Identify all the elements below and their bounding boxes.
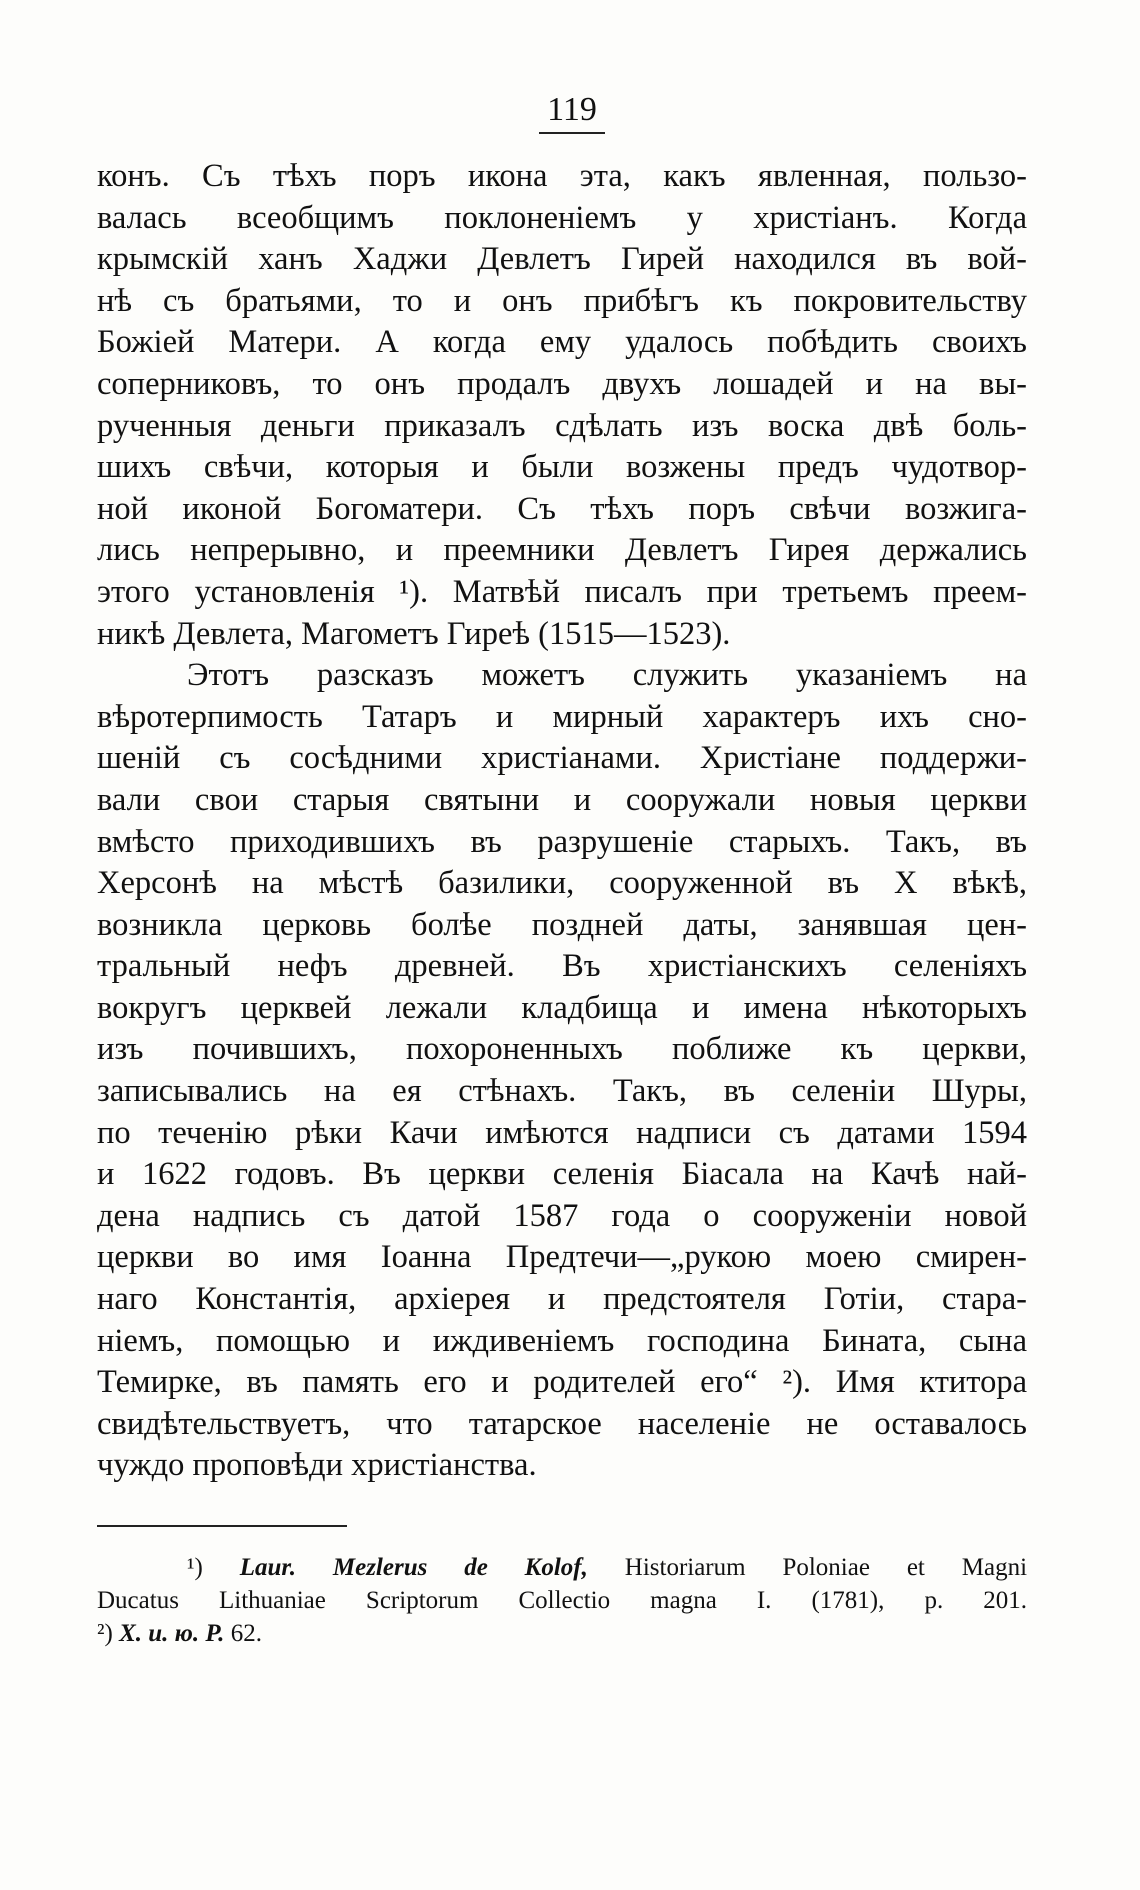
text-line: шихъ свѣчи, которыя и были возжены предъ чудотвор- [97,449,1027,486]
text-line: Темирке, въ память его и родителей его“ ²). Имя ктитора [97,1364,1027,1401]
paragraph-1 [97,156,1027,655]
text-line: ніемъ, помощью и иждивеніемъ господина Бината, сына [97,1322,1027,1359]
footnote-2 [97,1617,1027,1650]
document-page [97,90,1027,1650]
page-number [97,90,1027,134]
text-line: валась всеобщимъ поклоненіемъ у христіанъ. Когда [97,199,1027,236]
text-line: лись непрерывно, и преемники Девлетъ Гирея держались [97,532,1027,569]
footnote-1-marker: ¹) [187,1554,203,1581]
footnote-divider [97,1525,347,1527]
text-line: конъ. Съ тѣхъ поръ икона эта, какъ явленная, пользо- [97,158,1027,194]
text-line: свидѣтельствуетъ, что татарское населеніе не оставалось [97,1405,1027,1442]
text-line: этого установленія ¹). Матвѣй писалъ при третьемъ преем- [97,573,1027,610]
text-line: ной иконой Богоматери. Съ тѣхъ поръ свѣчи возжига- [97,490,1027,527]
text-line: вмѣсто приходившихъ въ разрушеніе старыхъ. Такъ, въ [97,823,1027,860]
text-line: рученныя деньги приказалъ сдѣлать изъ воска двѣ боль- [97,407,1027,444]
footnote-2-page: 62. [230,1620,262,1647]
text-line: дена надпись съ датой 1587 года о сооруженіи новой [97,1197,1027,1234]
text-line: записывались на ея стѣнахъ. Такъ, въ селеніи Шуры, [97,1073,1027,1110]
text-line: вѣротерпимость Татаръ и мирный характеръ ихъ сно- [97,698,1027,735]
text-line: вокругъ церквей лежали кладбища и имена нѣкоторыхъ [97,989,1027,1026]
page-number-text: 119 [539,90,605,134]
text-line: церкви во имя Іоанна Предтечи—„рукою моею смирен- [97,1239,1027,1276]
text-line: крымскій ханъ Хаджи Девлетъ Гирей находился въ вой- [97,241,1027,278]
text-line: Херсонѣ на мѣстѣ базилики, сооруженной въ X вѣкѣ, [97,865,1027,902]
text-line: Этотъ разсказъ можетъ служить указаніемъ на [187,657,1027,694]
text-line: изъ почившихъ, похороненныхъ поближе къ церкви, [97,1031,1027,1068]
text-line: нѣ съ братьями, то и онъ прибѣгъ къ покровительству [97,282,1027,319]
text-line: по теченію рѣки Качи имѣются надписи съ датами 1594 [97,1114,1027,1151]
text-line: наго Константія, архіерея и предстоятеля Готіи, стара- [97,1281,1027,1318]
text-line: возникла церковь болѣе поздней даты, занявшая цен- [97,906,1027,943]
footnote-1 [97,1551,1027,1584]
footnote-2-source: X. и. ю. Р. [119,1620,225,1647]
text-line: вали свои старыя святыни и сооружали новыя церкви [97,781,1027,818]
footnote-1-title: Historiarum Poloniae et Magni [624,1554,1028,1581]
text-line: и 1622 годовъ. Въ церкви селенія Біасала на Качѣ най- [97,1156,1027,1193]
footnote-2-marker: ²) [97,1620,113,1647]
text-line: чуждо проповѣди христіанства. [97,1447,537,1484]
body-text [97,156,1027,1487]
footnotes [97,1551,1027,1650]
footnote-1-author: Laur. Mezlerus de Kolof, [239,1554,588,1581]
text-line: соперниковъ, то онъ продалъ двухъ лошадей и на вы- [97,365,1027,402]
paragraph-2 [97,655,1027,1487]
text-line: никѣ Девлета, Магометъ Гиреѣ (1515—1523). [97,615,731,652]
text-line: Божіей Матери. А когда ему удалось побѣдить своихъ [97,324,1027,361]
text-line: тральный нефъ древней. Въ христіанскихъ селеніяхъ [97,948,1027,985]
footnote-1-continued: Ducatus Lithuaniae Scriptorum Collectio magna I. (1781), p. 201. [97,1587,1027,1614]
text-line: шеній съ сосѣдними христіанами. Христіане поддержи- [97,740,1027,777]
